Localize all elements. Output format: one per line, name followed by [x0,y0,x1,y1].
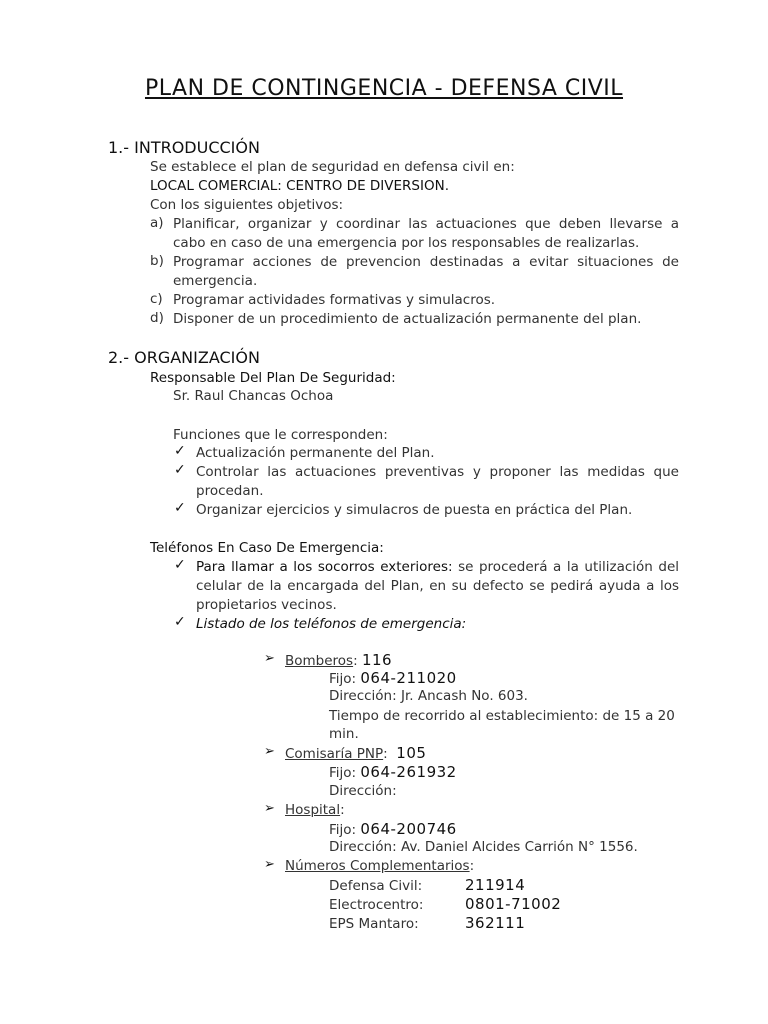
item-b-label: b) [150,253,164,269]
checkmark-icon: ✓ [174,500,186,516]
listado-heading: Listado de los teléfonos de emergencia: [196,616,467,632]
item-a-text: Planificar, organizar y coordinar las actuaciones que deben llevarse a cabo en caso de una emergencia por los responsables de realizarlas. [173,216,679,251]
responsable-label: Responsable Del Plan De Seguridad: [150,370,396,386]
socorros-text: se procederá a la utilización del celular de la encargada del Plan, en su defecto se pedirá ayuda a los propietarios vecinos. [196,559,680,613]
electrocentro-number: 0801-71002 [465,895,562,913]
item-a-label: a) [150,215,164,231]
eps-mantaro-number: 362111 [465,914,526,932]
item-c-label: c) [150,291,163,307]
electrocentro-label: Electrocentro: [329,897,424,913]
hospital-fijo-number: 064-200746 [360,820,457,838]
arrow-bullet-icon: ➢ [264,651,275,666]
bomberos-name: Bomberos [285,653,354,669]
bomberos-entry: Bomberos: 116 [285,651,393,669]
page-title: PLAN DE CONTINGENCIA - DEFENSA CIVIL [144,76,624,101]
objetivos-text: Con los siguientes objetivos: [150,197,344,213]
responsable-name: Sr. Raul Chancas Ochoa [173,388,334,404]
hospital-name: Hospital [285,802,341,818]
hospital-entry: Hospital: [285,802,345,818]
section-2-heading: 2.- ORGANIZACIÓN [108,348,260,367]
hospital-fijo: Fijo: 064-200746 [329,820,457,838]
arrow-bullet-icon: ➢ [264,801,275,816]
bomberos-fijo: Fijo: 064-211020 [329,669,457,687]
socorros-label: Para llamar a los socorros exteriores: [196,559,453,575]
item-d-label: d) [150,310,164,326]
checkmark-icon: ✓ [174,462,186,478]
section-1-heading: 1.- INTRODUCCIÓN [108,138,260,157]
complementarios-entry: Números Complementarios: [285,858,475,874]
bomberos-number: 116 [361,651,393,669]
comisaria-fijo: Fijo: 064-261932 [329,763,457,781]
bomberos-tiempo-cont: min. [329,726,359,742]
funcion-item: Controlar las actuaciones preventivas y proponer las medidas que procedan. [196,464,679,499]
comisaria-entry: Comisaría PNP: 105 [285,744,427,762]
defensa-civil-number: 211914 [465,876,526,894]
checkmark-icon: ✓ [174,614,186,630]
item-d-text: Disponer de un procedimiento de actualización permanente del plan. [173,311,642,327]
funciones-label: Funciones que le corresponden: [173,427,388,443]
comisaria-direccion: Dirección: [329,783,397,799]
checkmark-icon: ✓ [174,443,186,459]
item-b-text: Programar acciones de prevencion destinadas a evitar situaciones de emergencia. [173,254,679,289]
comisaria-name: Comisaría PNP [285,746,384,762]
complementarios-name: Números Complementarios [285,858,470,874]
comisaria-number: 105 [396,744,427,762]
item-c-text: Programar actividades formativas y simulacros. [173,292,496,308]
checkmark-icon: ✓ [174,557,186,573]
hospital-direccion: Dirección: Av. Daniel Alcides Carrión N° 1556. [329,839,638,855]
bomberos-fijo-number: 064-211020 [360,669,457,687]
bomberos-tiempo: Tiempo de recorrido al establecimiento: de 15 a 20 [329,708,675,724]
local-text: LOCAL COMERCIAL: CENTRO DE DIVERSION. [150,178,449,194]
arrow-bullet-icon: ➢ [264,857,275,872]
comisaria-fijo-number: 064-261932 [360,763,457,781]
telefonos-heading: Teléfonos En Caso De Emergencia: [150,540,384,556]
eps-mantaro-label: EPS Mantaro: [329,916,419,932]
bomberos-direccion: Dirección: Jr. Ancash No. 603. [329,688,528,704]
intro-text: Se establece el plan de seguridad en defensa civil en: [150,159,515,175]
funcion-item: Actualización permanente del Plan. [196,445,435,461]
arrow-bullet-icon: ➢ [264,744,275,759]
socorros-paragraph [196,558,679,615]
funcion-item: Organizar ejercicios y simulacros de puesta en práctica del Plan. [196,502,633,518]
defensa-civil-label: Defensa Civil: [329,878,423,894]
